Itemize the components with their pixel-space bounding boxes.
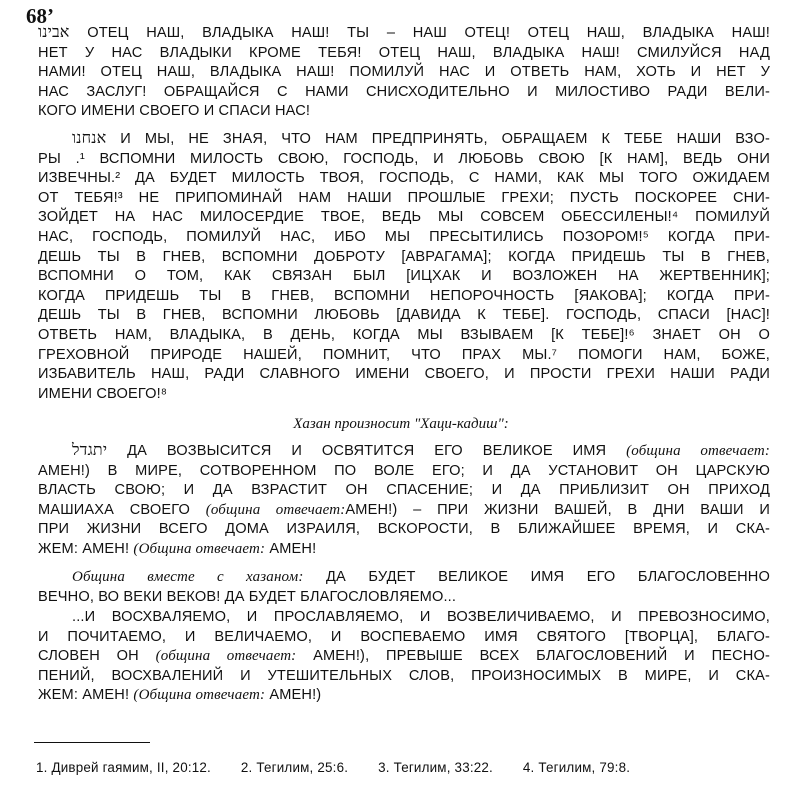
text-line: И ПОЧИТАЕМО, И ВЕЛИЧАЕМО, И ВОСПЕВАЕМО ИМЯ СВЯТОГО [ТВОРЦА], БЛАГО- <box>38 628 770 645</box>
page-number: 68’ <box>26 4 54 28</box>
text-line: НАС ЗАСЛУГ! ОБРАЩАЙСЯ С НАМИ СНИСХОДИТЕЛЬНО И МИЛОСТИВО РАДИ ВЕЛИ- <box>38 83 770 100</box>
text-fragment: ЖЕМ: АМЕН! <box>38 540 130 557</box>
text-line: ИЗВЕЧНЫ.² ДА БУДЕТ МИЛОСТЬ ТВОЯ, ГОСПОДЬ, С НАМИ, КАК МЫ ТОГО ОЖИДАЕМ <box>38 170 770 187</box>
text-line: ИЗБАВИТЕЛЬ НАШ, РАДИ СЛАВНОГО ИМЕНИ СВОЕГО, И ПРОСТИ ГРЕХИ НАШИ РАДИ <box>38 366 770 383</box>
text-line: ГРЕХОВНОЙ ПРИРОДЕ НАШЕЙ, ПОМНИТ, ЧТО ПРАХ МЫ.⁷ ПОМОГИ НАМ, БОЖЕ, <box>38 346 770 363</box>
footnote: 2. Тегилим, 25:6. <box>240 760 349 775</box>
response-note: (община отвечает: <box>205 501 346 518</box>
text-fragment: АМЕН! <box>269 540 317 557</box>
text-line: ДА ВОЗВЫСИТСЯ И ОСВЯТИТСЯ ЕГО ВЕЛИКОЕ ИМЯ <box>127 443 607 459</box>
paragraph-anachnu <box>38 128 770 404</box>
text-line: ДЕШЬ ТЫ В ГНЕВ, ВСПОМНИ ЛЮБОВЬ [ДАВИДА К ТЕБЕ]. ГОСПОДЬ, СПАСИ [НАС]! <box>38 307 770 324</box>
text-line: НАС, ГОСПОДЬ, ПОМИЛУЙ НАС, ИБО МЫ ПРЕСЫТИЛИСЬ ПОЗОРОМ!⁵ КОГДА ПРИ- <box>38 228 770 245</box>
hebrew-word-anachnu: אנחנו <box>72 128 107 147</box>
paragraph-continuation <box>38 608 770 706</box>
section-heading: Хазан произносит "Хаци-кадиш": <box>293 416 509 432</box>
hebrew-word-yitgadal: יתגדל <box>72 440 108 459</box>
text-line: КОГДА ПРИДЕШЬ ТЫ В ГНЕВ, ВСПОМНИ НЕПОРОЧНОСТЬ [ЯАКОВА]; КОГДА ПРИ- <box>38 287 770 304</box>
hebrew-word-avinu: אבינו <box>38 22 70 41</box>
text-line: КОГО ИМЕНИ СВОЕГО И СПАСИ НАС! <box>38 103 311 120</box>
footnote: 4. Тегилим, 79:8. <box>522 760 631 775</box>
text-fragment: ЖЕМ: АМЕН! <box>38 687 130 704</box>
text-line: НЕТ У НАС ВЛАДЫКИ КРОМЕ ТЕБЯ! ОТЕЦ НАШ, ВЛАДЫКА НАШ! СМИЛУЙСЯ НАД <box>38 44 770 61</box>
text-fragment: АМЕН!) – ПРИ ЖИЗНИ ВАШЕЙ, В ДНИ ВАШИ И <box>345 501 771 518</box>
text-line: ИМЕНИ СВОЕГО!⁸ <box>38 385 168 402</box>
paragraph-kaddish <box>38 440 770 560</box>
text-line: ЗОЙДЕТ НА НАС МИЛОСЕРДИЕ ТВОЕ, ВЕДЬ МЫ СОВСЕМ ОБЕССИЛЕНЫ!⁴ ПОМИЛУЙ <box>38 209 770 226</box>
text-line: И МЫ, НЕ ЗНАЯ, ЧТО НАМ ПРЕДПРИНЯТЬ, ОБРАЩАЕМ К ТЕБЕ НАШИ ВЗО- <box>120 131 770 147</box>
footnote: 3. Тегилим, 33:22. <box>378 760 493 775</box>
text-fragment: СЛОВЕН ОН <box>38 648 139 665</box>
text-line: ПРИ ЖИЗНИ ВСЕГО ДОМА ИЗРАИЛЯ, ВСКОРОСТИ, В БЛИЖАЙШЕЕ ВРЕМЯ, И СКА- <box>38 521 770 538</box>
paragraph-congregation <box>38 568 770 607</box>
text-fragment: АМЕН!), ПРЕВЫШЕ ВСЕХ БЛАГОСЛОВЕНИЙ И ПЕСНО- <box>313 648 770 665</box>
text-line: ...И ВОСХВАЛЯЕМО, И ПРОСЛАВЛЯЕМО, И ВОЗВЕЛИЧИВАЕМО, И ПРЕВОЗНОСИМО, <box>72 609 770 625</box>
response-note: (община отвечает: <box>626 443 770 459</box>
response-note: (Община отвечает: <box>133 540 266 557</box>
response-note: (община отвечает: <box>155 648 297 665</box>
text-line: ОТ ТЕБЯ!³ НЕ ПРИПОМИНАЙ НАМ НАШИ ПРОШЛЫЕ ГРЕХИ; ПУСТЬ ПОСКОРЕЕ СНИ- <box>38 189 770 206</box>
text-line: ПЕНИЙ, ВОСХВАЛЕНИЙ И УТЕШИТЕЛЬНЫХ СЛОВ, ПРОИЗНОСИМЫХ В МИРЕ, И СКА- <box>38 667 770 684</box>
footnote: 1. Диврей гаямим, II, 20:12. <box>36 760 211 775</box>
text-line: ВЛАСТЬ СВОЮ; И ДА ВЗРАСТИТ ОН СПАСЕНИЕ; И ДА ПРИБЛИЗИТ ОН ПРИХОД <box>38 482 770 499</box>
text-line: ОТЕЦ НАШ, ВЛАДЫКА НАШ! ТЫ – НАШ ОТЕЦ! ОТЕЦ НАШ, ВЛАДЫКА НАШ! <box>87 25 770 41</box>
footnotes <box>36 760 776 775</box>
text-line: РЫ .¹ ВСПОМНИ МИЛОСТЬ СВОЮ, ГОСПОДЬ, И ЛЮБОВЬ СВОЮ [К НАМ], ВЕДЬ ОНИ <box>38 150 770 167</box>
response-note: (Община отвечает: <box>133 687 266 704</box>
paragraph-avinu <box>38 22 770 122</box>
text-fragment: АМЕН!) <box>38 462 90 479</box>
text-fragment: В МИРЕ, СОТВОРЕННОМ ПО ВОЛЕ ЕГО; И ДА УСТАНОВИТ ОН ЦАРСКУЮ <box>107 462 770 479</box>
text-line: ВСПОМНИ О ТОМ, КАК СВЯЗАН БЫЛ [ИЦХАК И ВОЗЛОЖЕН НА ЖЕРТВЕННИК]; <box>38 268 770 285</box>
text-fragment: МАШИАХА СВОЕГО <box>38 501 190 518</box>
text-fragment: АМЕН!) <box>269 687 322 704</box>
text-line: ОТВЕТЬ НАМ, ВЛАДЫКА, В ДЕНЬ, КОГДА МЫ ВЗЫВАЕМ [К ТЕБЕ]!⁶ ЗНАЕТ ОН О <box>38 326 770 343</box>
response-note: Община вместе с хазаном: <box>72 569 304 585</box>
text-line: ВЕЧНО, ВО ВЕКИ ВЕКОВ! ДА БУДЕТ БЛАГОСЛОВЛЯЕМО... <box>38 588 457 605</box>
text-fragment: ДА БУДЕТ ВЕЛИКОЕ ИМЯ ЕГО БЛАГОСЛОВЕННО <box>326 569 771 585</box>
text-line: ДЕШЬ ТЫ В ГНЕВ, ВСПОМНИ ДОБРОТУ [АВРАГАМА]; КОГДА ПРИДЕШЬ ТЫ В ГНЕВ, <box>38 248 770 265</box>
text-line: НАМИ! ОТЕЦ НАШ, ВЛАДЫКА НАШ! ПОМИЛУЙ НАС И ОТВЕТЬ НАМ, ХОТЬ И НЕТ У <box>38 64 770 81</box>
footnote-divider <box>34 742 150 743</box>
